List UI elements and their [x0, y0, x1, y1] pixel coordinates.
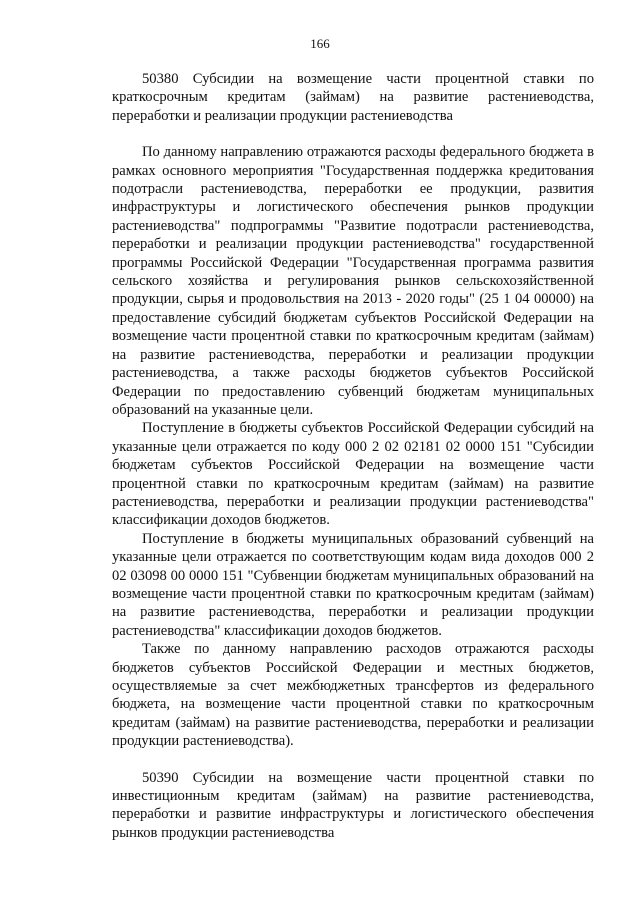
paragraph: Также по данному направлению расходов отражаются расходы бюджетов субъектов Российской Федерации и местных бюджетов, осуществляемые за счет межбюджетных трансфертов из федерального бюджета, на возмещение части процентной ставки по краткосрочным кредитам (займам) на развитие растениеводства, переработки и реализации продукции растениеводства). [112, 641, 594, 750]
section-heading-50390: 50390 Субсидии на возмещение части процентной ставки по инвестиционным кредитам (займам) на развитие растениеводства, переработки и развитие инфраструктуры и логистического обеспечения рынков продукции растениеводства [112, 769, 594, 841]
document-body [112, 70, 594, 842]
section-heading-50380: 50380 Субсидии на возмещение части процентной ставки по краткосрочным кредитам (займам) на развитие растениеводства, переработки и реализации продукции растениеводства [112, 71, 594, 124]
paragraph: Поступление в бюджеты субъектов Российской Федерации субсидий на указанные цели отражается по коду 000 2 02 02181 02 0000 151 "Субсидии бюджетам субъектов Российской Федерации на возмещение части процентной ставки по краткосрочным кредитам (займам) на развитие растениеводства, переработки и реализации продукции растениеводства" классификации доходов бюджетов. [112, 420, 594, 529]
paragraph: Поступление в бюджеты муниципальных образований субвенций на указанные цели отражается по соответствующим кодам вида доходов 000 2 02 03098 00 0000 151 "Субвенции бюджетам муниципальных образований на возмещение части процентной ставки по краткосрочным кредитам (займам) на развитие растениеводства, переработки и реализации продукции растениеводства" классификации доходов бюджетов. [112, 530, 594, 639]
spacer [112, 125, 594, 143]
spacer [112, 751, 594, 769]
paragraph: По данному направлению отражаются расходы федерального бюджета в рамках основного мероприятия "Государственная поддержка кредитования подотрасли растениеводства, переработки ее продукции, развития инфраструктуры и логистического обеспечения рынков продукции растениеводства" подпрограммы "Развитие подотрасли растениеводства, переработки и реализации продукции растениеводства" государственной программы Российской Федерации "Государственная программа развития сельского хозяйства и регулирования рынков сельскохозяйственной продукции, сырья и продовольствия на 2013 - 2020 годы" (25 1 04 00000) на предоставление субсидий бюджетам субъектов Российской Федерации на возмещение части процентной ставки по краткосрочным кредитам (займам) на развитие растениеводства, переработки и реализации продукции растениеводства, а также расходы бюджетов субъектов Российской Федерации по предоставлению субвенций бюджетам муниципальных образований на указанные цели. [112, 144, 594, 418]
page-number: 166 [310, 36, 330, 51]
